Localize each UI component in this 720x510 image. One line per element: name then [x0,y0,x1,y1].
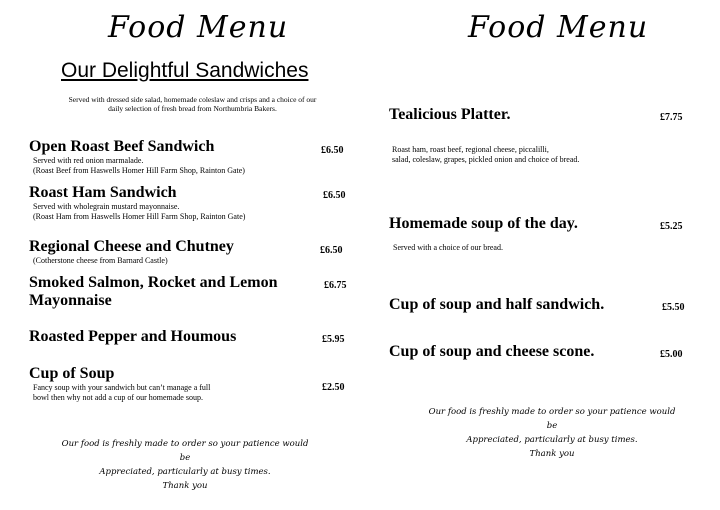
intro-line: daily selection of fresh bread from Northumbria Bakers. [108,104,277,113]
left-menu-title: Food Menu [108,10,289,45]
menu-item-name: Open Roast Beef Sandwich [29,138,215,155]
menu-item-name: Cup of Soup [29,365,115,382]
menu-item-name: Smoked Salmon, Rocket and Lemon [29,274,278,291]
menu-item-price: £5.25 [660,221,683,232]
menu-item-desc: Served with a choice of our bread. [393,243,503,252]
menu-item-name: Roasted Pepper and Houmous [29,328,237,345]
footer-line: Thank you [529,449,575,459]
menu-item-price: £5.50 [662,302,685,313]
intro-line: Served with dressed side salad, homemade coleslaw and crisps and a choice of our [68,95,317,104]
menu-item-price: £5.95 [322,334,345,345]
menu-item-name: Cup of soup and half sandwich. [389,296,605,313]
footer-line: Our food is freshly made to order so your patience would be [61,439,309,463]
menu-item-name: Mayonnaise [29,292,112,309]
menu-item-desc: (Roast Ham from Haswells Homer Hill Farm Shop, Rainton Gate) [33,212,246,221]
menu-item-desc: Served with wholegrain mustard mayonnaise. [33,202,180,211]
right-menu-title: Food Menu [468,10,649,45]
menu-item-desc: Roast ham, roast beef, regional cheese, piccalilli, [392,145,549,154]
menu-item-price: £6.50 [321,145,344,156]
sandwiches-intro [40,95,345,113]
right-footer [427,405,677,461]
footer-line: Appreciated, particularly at busy times. [99,467,271,477]
sandwiches-heading: Our Delightful Sandwiches [61,59,309,82]
menu-item-desc: (Roast Beef from Haswells Homer Hill Farm Shop, Rainton Gate) [33,166,245,175]
menu-item-price: £2.50 [322,382,345,393]
menu-item-price: £6.50 [320,245,343,256]
menu-item-price: £7.75 [660,112,683,123]
left-footer [60,437,310,493]
menu-item-name: Homemade soup of the day. [389,215,578,232]
menu-item-desc: (Cotherstone cheese from Barnard Castle) [33,256,168,265]
menu-item-price: £5.00 [660,349,683,360]
menu-item-name: Roast Ham Sandwich [29,184,177,201]
footer-line: Our food is freshly made to order so your patience would be [428,407,676,431]
footer-line: Thank you [162,481,208,491]
menu-item-name: Regional Cheese and Chutney [29,238,234,255]
footer-line: Appreciated, particularly at busy times. [466,435,638,445]
menu-item-desc: bowl then why not add a cup of our homemade soup. [33,393,203,402]
menu-item-name: Cup of soup and cheese scone. [389,343,595,360]
menu-item-price: £6.50 [323,190,346,201]
menu-item-desc: salad, coleslaw, grapes, pickled onion and choice of bread. [392,155,580,164]
menu-item-name: Tealicious Platter. [389,106,511,123]
menu-item-price: £6.75 [324,280,347,291]
menu-item-desc: Fancy soup with your sandwich but can’t manage a full [33,383,211,392]
menu-item-desc: Served with red onion marmalade. [33,156,144,165]
